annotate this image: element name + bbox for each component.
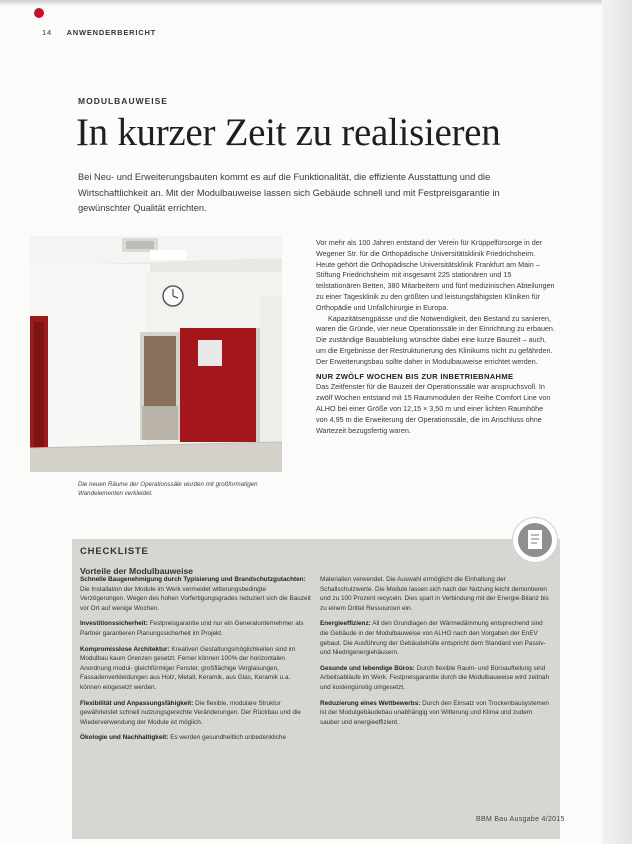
checklist-document-icon	[518, 523, 552, 557]
page-shadow	[0, 0, 632, 6]
checklist-item: Flexibilität und Anpassungsfähigkeit: Die flexible, modulare Struktur gewährleistet schnell nutzungsgerechte Veränderungen. Der Rückbau und die Wiederverwendung der Module ist möglich.	[80, 699, 301, 726]
operating-room-illustration	[30, 236, 282, 472]
body-paragraph: Das Zeitfenster für die Bauzeit der Operationssäle war anspruchsvoll. In zwölf Wochen entstand mit 15 Raummodulen der Reihe Comfort Line von ALHO bei einer Größe von 12,15 × 3,50 m und einer lichten Raumhöhe von 4,95 m die Erweiterung der Operationssäle, die im Anschluss ohne Wartezeit bezugsfertig waren.	[316, 382, 551, 435]
body-paragraph: Kapazitätsengpässe und die Notwendigkeit, den Bestand zu sanieren, waren die Gründe, vier neue Operationssäle in der Einrichtung zu erbauen. Die zuständige Bauabteilung wünschte dabei eine kurze Bauzeit – auch, um die Ergebnisse der Restrukturierung des Klinikums nicht zu gefährden. Der Erweiterungsbau sollte daher in Modulbauweise errichtet werden.	[316, 313, 555, 366]
article-headline: In kurzer Zeit zu realisieren	[76, 111, 501, 154]
checklist-left-column	[80, 575, 312, 749]
body-paragraph: Vor mehr als 100 Jahren entstand der Verein für Krüppelfürsorge in der Wegener Str. für die Orthopädische Universitätsklinik Friedrichsheim. Heute gehört die Orthopädische Universitätsklinik Frankfurt am Main – Stiftung Friedrichsheim mit insgesamt 225 stationären und 15 teilstationären Betten, 380 Mitarbeitern und fünf medizinischen Abteilungen zu einer Tagesklinik zu den größten und leistungsfähigsten Kliniken für Orthopädie und Unfallchirurgie in Europa.	[316, 238, 555, 312]
checklist-item: Schnelle Baugenehmigung durch Typisierung und Brandschutzgutachten: Die Installation der Module im Werk vermeidet witterungsbedingte Verzögerungen. Wegen des hohen Vorfertigungsgrades reduziert sich die Bauzeit vor Ort auf wenige Wochen.	[80, 576, 311, 612]
checklist-icon	[512, 517, 558, 563]
checklist-item: Ökologie und Nachhaltigkeit: Es werden gesundheitlich unbedenkliche	[80, 734, 287, 742]
page-number: 14	[42, 28, 52, 37]
page-footer: BBM Bau Ausgabe 4/2015	[476, 816, 565, 823]
checklist-item: Energieeffizienz: All den Grundlagen der Wärmedämmung entsprechend sind die Gebäude in der Modulbauweise von ALHO nach den Vorgaben der EnEV gebaut. Die Ausführung der Gebäudehülle entspricht dem Standard von Passiv- und Niedrigenergiehäusern.	[320, 620, 546, 657]
checklist-right-column	[320, 575, 552, 733]
running-head	[42, 28, 156, 37]
operating-room-photo	[30, 236, 282, 472]
section-marker-icon	[34, 8, 44, 18]
article-kicker: MODULBAUWEISE	[78, 96, 168, 106]
checklist-item: Reduzierung eines Wettbewerbs: Durch den Einsatz von Trockenbausystemen ist der Modulgebäudebau unabhängig von Witterung und Klima und zudem sauber und energieeffizient.	[320, 699, 549, 726]
checklist-item: Investitionssicherheit: Festpreisgarantie und nur ein Generalunternehmer als Partner garantieren Planungssicherheit im Projekt.	[80, 620, 304, 637]
checklist-item: Materialien verwendet. Die Auswahl ermöglicht die Einhaltung der Schallschutzwerte. Die Module lassen sich nach der Nutzung leicht demontieren und zu 100 Prozent recyceln. Dies spart in Verbindung mit der Energie-Bilanz bis zu einem Drittel Ressourcen ein.	[320, 576, 549, 612]
checklist-item: Kompromisslose Architektur: Kreativen Gestaltungsmöglichkeiten sind im Modulbau kaum Grenzen gesetzt. Ferner können 100% der horizontalen Anordnung modul- gleichförmiger Fenster, großflächige Verglasungen, Fassadenverkleidungen aus Holz, Metall, Keramik, aus Glas, Keramik u.a. können eingesetzt werden.	[80, 645, 296, 691]
facing-page-edge	[602, 0, 632, 844]
body-subheading: NUR ZWÖLF WOCHEN BIS ZUR INBETRIEBNAHME	[316, 371, 514, 381]
article-body	[316, 238, 556, 436]
article-lead: Bei Neu- und Erweiterungsbauten kommt es auf die Funktionalität, die effiziente Ausstattung und die Wirtschaftlichkeit an. Mit der Modulbauweise lassen sich Gebäude schnell und mit Festpreisgarantie in gewünschter Qualität errichten.	[78, 172, 500, 213]
photo-caption: Die neuen Räume der Operationssäle wurden mit großformatigen Wandelementen verkleidet.	[78, 481, 258, 497]
section-label: ANWENDERBERICHT	[66, 28, 157, 37]
checklist-item: Gesunde und lebendige Büros: Durch flexible Raum- und Büroaufteilung sind Arbeitsabläufe im Werk. Festpreisgarantie durch die Modulbauweise wird zeitnah und kostengünstig umgesetzt.	[320, 664, 549, 691]
checklist-title: CHECKLISTE	[80, 546, 149, 557]
checklist-subtitle: Vorteile der Modulbauweise	[80, 566, 194, 576]
